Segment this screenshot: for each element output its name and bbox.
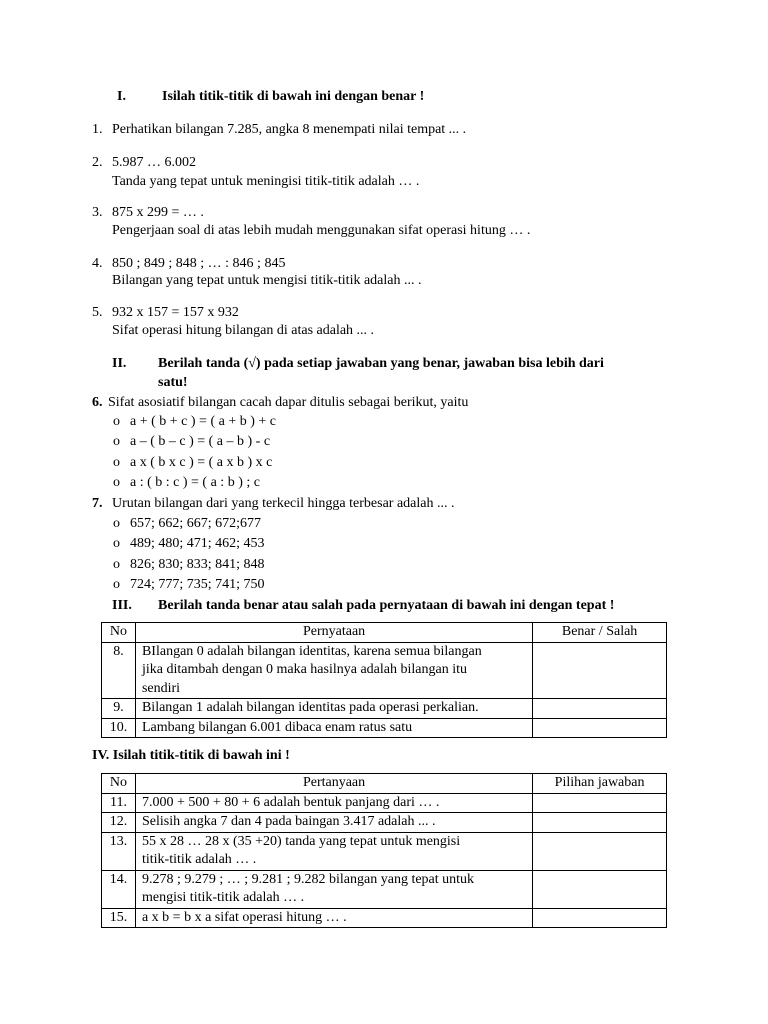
bullet-icon: o — [113, 516, 120, 531]
section-3-number: III. — [112, 598, 132, 613]
row-number: 8. — [102, 642, 136, 699]
item-5-number: 5. — [92, 305, 103, 320]
table-row — [102, 832, 667, 870]
row-question — [135, 832, 532, 870]
item-6-option-4: a : ( b : c ) = ( a : b ) ; c — [130, 475, 260, 490]
answer-cell[interactable] — [533, 642, 667, 699]
item-6-option-2: a – ( b – c ) = ( a – b ) - c — [130, 434, 271, 449]
row-number: 15. — [102, 908, 136, 928]
item-1-text: Perhatikan bilangan 7.285, angka 8 menempati nilai tempat ... . — [112, 122, 467, 137]
item-1-number: 1. — [92, 122, 103, 137]
statement-line: Bilangan 1 adalah bilangan identitas pada operasi perkalian. — [141, 700, 479, 715]
questions-table — [101, 773, 667, 928]
row-question — [135, 870, 532, 908]
question-line: 7.000 + 500 + 80 + 6 adalah bentuk panjang dari … . — [141, 794, 440, 810]
question-line: Selisih angka 7 dan 4 pada baingan 3.417 adalah ... . — [141, 814, 436, 829]
item-6-text: Sifat asosiatif bilangan cacah dapar ditulis sebagai berikut, yaitu — [108, 395, 469, 410]
header-statement: Pernyataan — [135, 623, 532, 643]
item-7-option-3: 826; 830; 833; 841; 848 — [130, 557, 265, 572]
header-no: No — [102, 623, 136, 643]
header-true-false: Benar / Salah — [533, 623, 667, 643]
bullet-icon: o — [113, 434, 120, 449]
table-header-row — [102, 623, 667, 643]
question-line: titik-titik adalah … . — [141, 852, 257, 867]
table-row — [102, 699, 667, 719]
bullet-icon: o — [113, 557, 120, 572]
table-row — [102, 793, 667, 813]
header-question: Pertanyaan — [135, 774, 532, 794]
bullet-icon: o — [113, 577, 120, 592]
bullet-icon: o — [113, 414, 120, 429]
statement-line: Lambang bilangan 6.001 dibaca enam ratus satu — [141, 719, 413, 735]
item-3-line-2: Pengerjaan soal di atas lebih mudah menggunakan sifat operasi hitung … . — [112, 223, 531, 238]
item-7-number: 7. — [92, 496, 103, 511]
row-number: 13. — [102, 832, 136, 870]
statement-line: sendiri — [141, 680, 181, 696]
statement-line: jika ditambah dengan 0 maka hasilnya adalah bilangan itu — [141, 662, 467, 677]
row-question — [135, 908, 532, 928]
item-5-line-1: 932 x 157 = 157 x 932 — [112, 305, 239, 320]
table-header-row — [102, 774, 667, 794]
section-1-number: I. — [117, 89, 126, 104]
row-statement — [135, 699, 532, 719]
section-2-number: II. — [112, 356, 127, 371]
answer-cell[interactable] — [533, 870, 667, 908]
item-3-line-1: 875 x 299 = … . — [112, 205, 204, 220]
table-row — [102, 813, 667, 833]
row-question — [135, 793, 532, 813]
answer-cell[interactable] — [533, 908, 667, 928]
row-number: 11. — [102, 793, 136, 813]
item-6-option-3: a x ( b x c ) = ( a x b ) x c — [130, 455, 273, 470]
item-4-line-2: Bilangan yang tepat untuk mengisi titik-titik adalah ... . — [112, 273, 422, 288]
statement-line: BIlangan 0 adalah bilangan identitas, karena semua bilangan — [141, 643, 482, 659]
row-number: 12. — [102, 813, 136, 833]
item-5-line-2: Sifat operasi hitung bilangan di atas adalah ... . — [112, 323, 375, 338]
row-statement — [135, 642, 532, 699]
section-2-title-line-2: satu! — [158, 375, 188, 390]
item-2-line-2: Tanda yang tepat untuk meningisi titik-titik adalah … . — [112, 174, 420, 189]
question-line: 9.278 ; 9.279 ; … ; 9.281 ; 9.282 bilangan yang tepat untuk — [141, 871, 475, 887]
question-line: a x b = b x a sifat operasi hitung … . — [141, 909, 347, 925]
bullet-icon: o — [113, 475, 120, 490]
item-7-text: Urutan bilangan dari yang terkecil hingga terbesar adalah ... . — [112, 496, 455, 511]
item-2-line-1: 5.987 … 6.002 — [112, 155, 196, 170]
item-7-option-1: 657; 662; 667; 672;677 — [130, 516, 262, 531]
question-line: 55 x 28 … 28 x (35 +20) tanda yang tepat untuk mengisi — [141, 833, 461, 849]
item-6-number: 6. — [92, 395, 103, 410]
question-line: mengisi titik-titik adalah … . — [141, 890, 305, 905]
item-2-number: 2. — [92, 155, 103, 170]
section-3-title: Berilah tanda benar atau salah pada pernyataan di bawah ini dengan tepat ! — [158, 598, 615, 613]
table-row — [102, 642, 667, 699]
section-2-title-line-1: Berilah tanda (√) pada setiap jawaban yang benar, jawaban bisa lebih dari — [158, 356, 604, 371]
row-question — [135, 813, 532, 833]
table-row — [102, 870, 667, 908]
answer-cell[interactable] — [533, 813, 667, 833]
answer-cell[interactable] — [533, 699, 667, 719]
row-number: 14. — [102, 870, 136, 908]
header-no: No — [102, 774, 136, 794]
item-7-option-2: 489; 480; 471; 462; 453 — [130, 536, 265, 551]
item-4-number: 4. — [92, 256, 103, 271]
row-number: 10. — [102, 718, 136, 738]
answer-cell[interactable] — [533, 718, 667, 738]
item-6-option-1: a + ( b + c ) = ( a + b ) + c — [130, 414, 276, 429]
answer-cell[interactable] — [533, 832, 667, 870]
table-row — [102, 908, 667, 928]
bullet-icon: o — [113, 536, 120, 551]
bullet-icon: o — [113, 455, 120, 470]
row-number: 9. — [102, 699, 136, 719]
section-4-title: IV. Isilah titik-titik di bawah ini ! — [92, 748, 290, 763]
answer-cell[interactable] — [533, 793, 667, 813]
item-4-line-1: 850 ; 849 ; 848 ; … : 846 ; 845 — [112, 256, 286, 271]
header-answer-choice: Pilihan jawaban — [533, 774, 667, 794]
section-1-title: Isilah titik-titik di bawah ini dengan benar ! — [162, 89, 425, 104]
row-statement — [135, 718, 532, 738]
item-3-number: 3. — [92, 205, 103, 220]
item-7-option-4: 724; 777; 735; 741; 750 — [130, 577, 265, 592]
statements-table — [101, 622, 667, 738]
table-row — [102, 718, 667, 738]
